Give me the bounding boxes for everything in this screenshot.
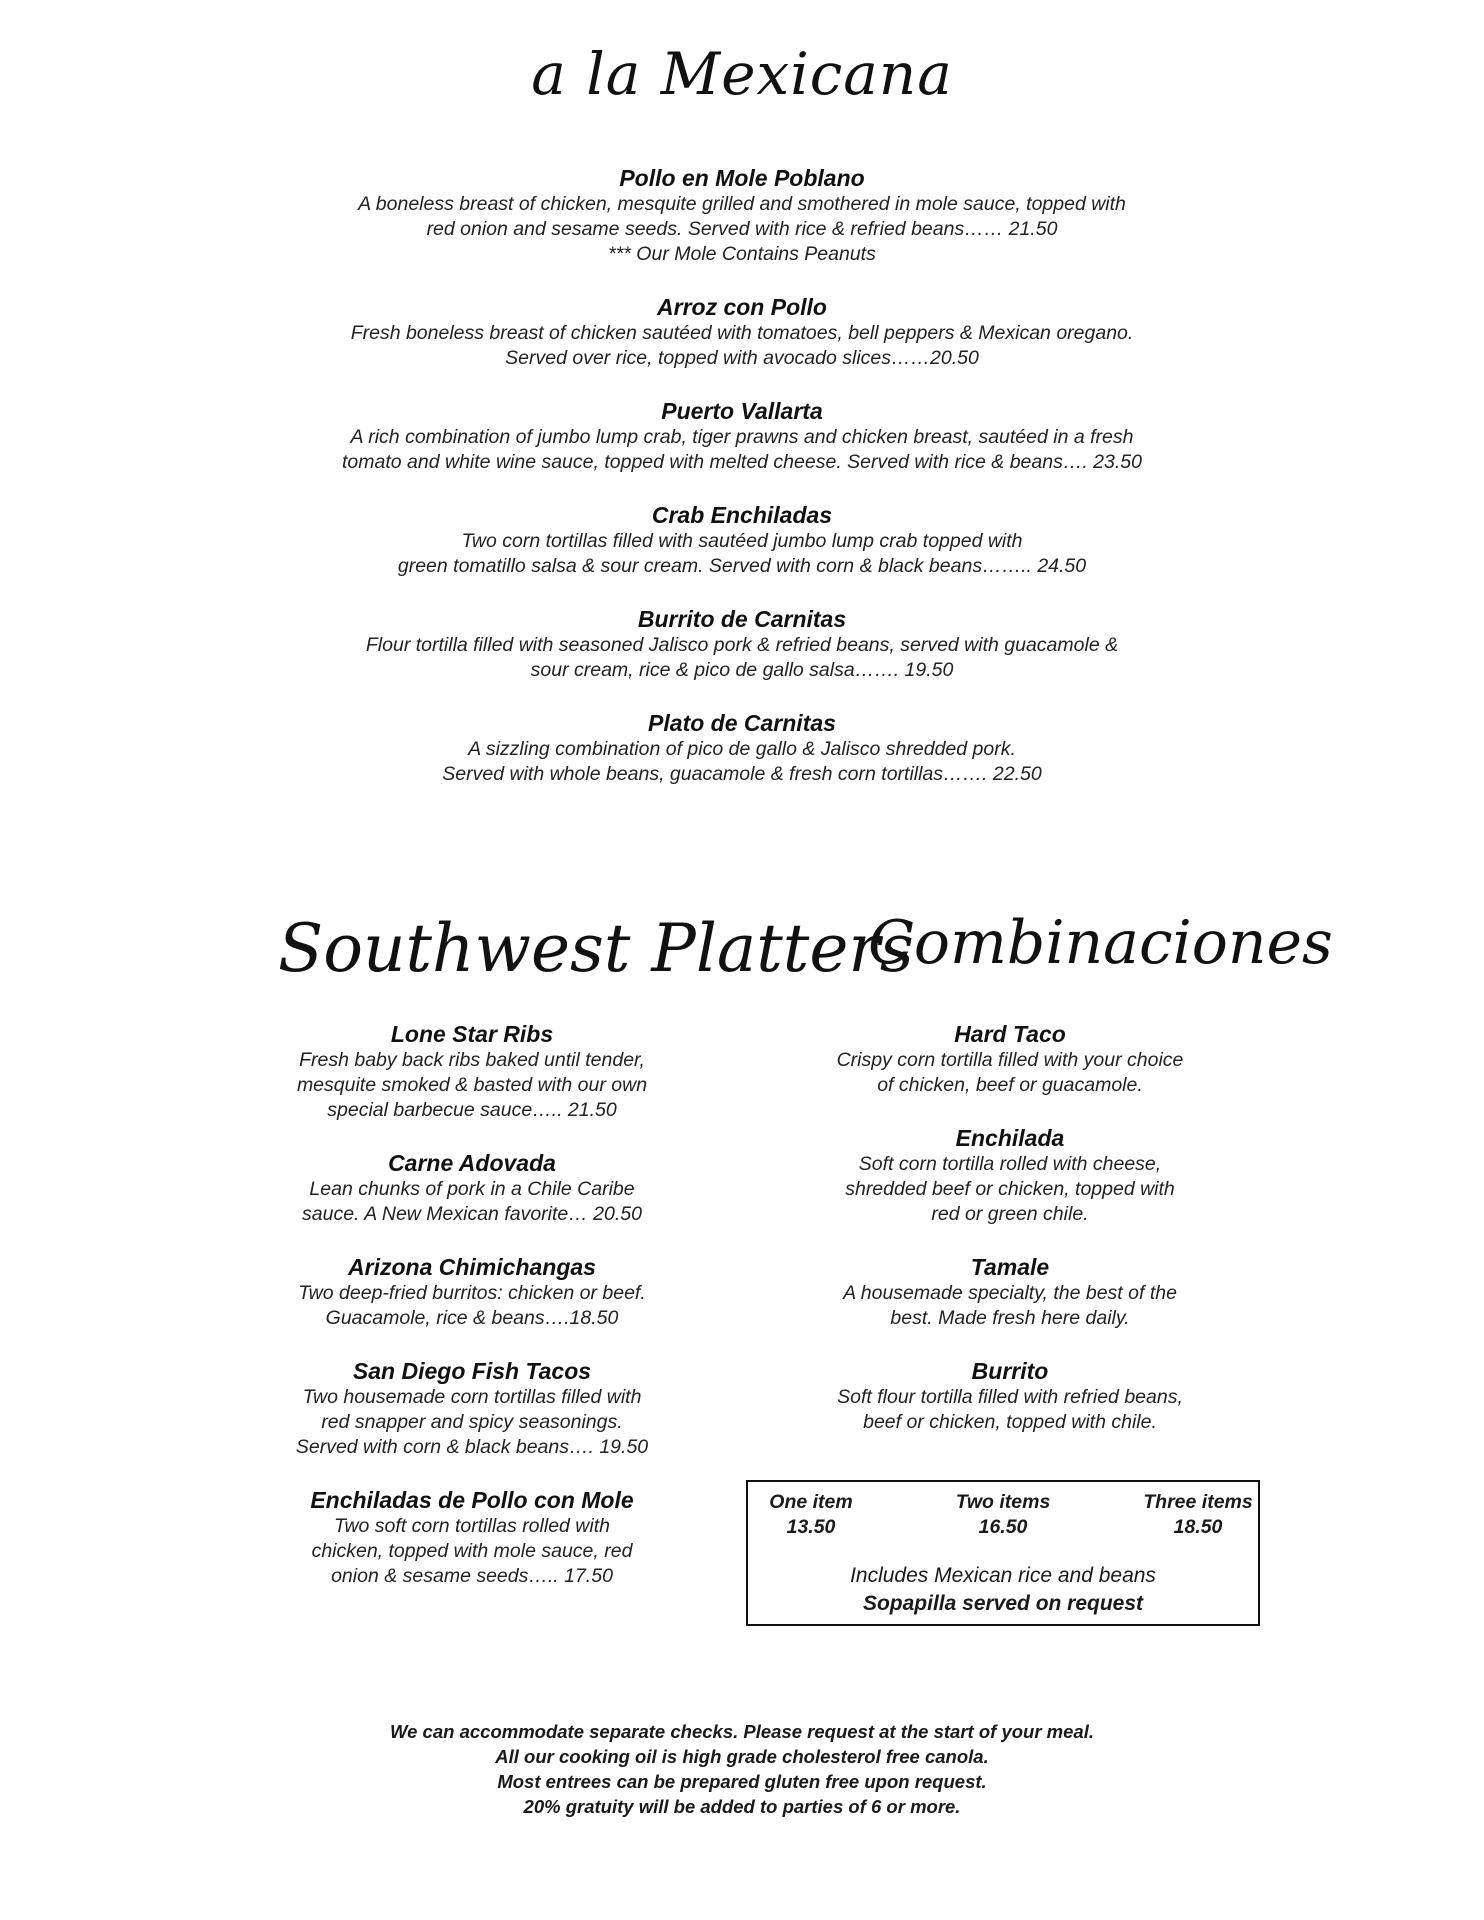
footer-line: We can accommodate separate checks. Please request at the start of your meal. [390,1721,1094,1742]
dish-description: Crispy corn tortilla filled with your choice [836,1049,1184,1071]
price-tier-two-items [938,1490,1068,1540]
dish-description: Soft flour tortilla filled with refried beans, [837,1386,1183,1408]
dish-name: Puerto Vallarta [661,398,823,424]
dish-description: of chicken, beef or guacamole. [877,1074,1143,1096]
menu-item [262,1020,682,1123]
dish-description: red or green chile. [931,1203,1089,1225]
price-tier-label: Three items [1143,1491,1253,1513]
dish-description: Two housemade corn tortillas filled with [302,1386,642,1408]
dish-description: A rich combination of jumbo lump crab, tiger prawns and chicken breast, sautéed in a fresh [350,426,1134,448]
section-title-southwest-platters: Southwest Platters [278,910,914,987]
dish-name: Arizona Chimichangas [348,1254,596,1280]
dish-description: onion & sesame seeds….. 17.50 [331,1565,613,1587]
dish-name: Enchilada [955,1125,1065,1151]
sopapilla-text: Sopapilla served on request [862,1592,1144,1615]
dish-name: Burrito de Carnitas [637,606,847,632]
dish-description: sour cream, rice & pico de gallo salsa……. 19.50 [530,659,954,681]
includes-text: Includes Mexican rice and beans [850,1564,1156,1587]
price-tier-label: One item [769,1491,853,1513]
menu-item [800,1253,1220,1331]
dish-description: Served with corn & black beans…. 19.50 [295,1436,649,1458]
dish-description: best. Made fresh here daily. [890,1307,1130,1329]
dish-description: red onion and sesame seeds. Served with rice & refried beans…… 21.50 [426,218,1058,240]
price-tier-label: Two items [955,1491,1051,1513]
price-tier-three-items [1140,1490,1256,1540]
dish-description: beef or chicken, topped with chile. [863,1411,1157,1433]
footer-line: All our cooking oil is high grade cholesterol free canola. [495,1746,989,1767]
dish-description: red snapper and spicy seasonings. [321,1411,623,1433]
dish-name: Hard Taco [954,1021,1066,1047]
price-tier-price: 13.50 [786,1516,836,1538]
dish-description: sauce. A New Mexican favorite… 20.50 [302,1203,642,1225]
dish-description: A boneless breast of chicken, mesquite grilled and smothered in mole sauce, topped with [358,193,1126,215]
dish-name: San Diego Fish Tacos [352,1358,592,1384]
dish-description: special barbecue sauce….. 21.50 [327,1099,617,1121]
dish-name: Pollo en Mole Poblano [619,165,865,191]
footer-notes [0,1719,1484,1819]
footer-line: 20% gratuity will be added to parties of 6 or more. [523,1796,961,1817]
dish-description: mesquite smoked & basted with our own [296,1074,648,1096]
combination-pricing-box [746,1480,1260,1626]
combination-includes-note [748,1562,1258,1618]
dish-description: shredded beef or chicken, topped with [845,1178,1175,1200]
dish-description: Guacamole, rice & beans….18.50 [325,1307,619,1329]
dish-description: Fresh boneless breast of chicken sautéed with tomatoes, bell peppers & Mexican oregano. [350,322,1134,344]
dish-description: chicken, topped with mole sauce, red [311,1540,633,1562]
dish-description: Served with whole beans, guacamole & fresh corn tortillas……. 22.50 [442,763,1042,785]
dish-description: Two corn tortillas filled with sautéed jumbo lump crab topped with [461,530,1023,552]
southwest-platters-section [262,1020,682,1615]
dish-description: Served over rice, topped with avocado slices……20.50 [505,347,979,369]
menu-item [242,397,1242,475]
menu-item [800,1357,1220,1435]
menu-item [242,164,1242,267]
price-tier-price: 18.50 [1173,1516,1223,1538]
allergen-note: *** Our Mole Contains Peanuts [608,243,876,265]
dish-description: A sizzling combination of pico de gallo & Jalisco shredded pork. [468,738,1016,760]
menu-item [242,605,1242,683]
menu-item [242,501,1242,579]
menu-item [262,1486,682,1589]
dish-description: Two deep-fried burritos: chicken or beef. [298,1282,646,1304]
dish-description: Two soft corn tortillas rolled with [334,1515,610,1537]
combinaciones-section [800,1020,1220,1461]
menu-item [242,709,1242,787]
dish-name: Burrito [971,1358,1049,1384]
dish-name: Arroz con Pollo [657,294,827,320]
menu-item [262,1357,682,1460]
dish-name: Plato de Carnitas [648,710,836,736]
dish-description: A housemade specialty, the best of the [843,1282,1177,1304]
menu-item [800,1124,1220,1227]
menu-item [242,293,1242,371]
dish-name: Crab Enchiladas [651,502,833,528]
dish-description: green tomatillo salsa & sour cream. Served with corn & black beans…….. 24.50 [397,555,1087,577]
dish-name: Lone Star Ribs [390,1021,554,1047]
dish-description: Lean chunks of pork in a Chile Caribe [309,1178,635,1200]
mexicana-menu-section [242,164,1242,813]
menu-item [800,1020,1220,1098]
dish-description: Fresh baby back ribs baked until tender, [299,1049,645,1071]
price-tier-one-item [756,1490,866,1540]
menu-item [262,1253,682,1331]
price-tier-price: 16.50 [978,1516,1028,1538]
dish-description: Flour tortilla filled with seasoned Jalisco pork & refried beans, served with guacamole & [365,634,1119,656]
dish-name: Carne Adovada [388,1150,556,1176]
dish-name: Tamale [970,1254,1050,1280]
section-title-mexicana: a la Mexicana [531,40,953,108]
dish-name: Enchiladas de Pollo con Mole [310,1487,634,1513]
section-title-combinaciones: Combinaciones [868,908,1333,978]
menu-item [262,1149,682,1227]
dish-description: tomato and white wine sauce, topped with melted cheese. Served with rice & beans…. 23.50 [342,451,1142,473]
dish-description: Soft corn tortilla rolled with cheese, [858,1153,1162,1175]
footer-line: Most entrees can be prepared gluten free upon request. [497,1771,987,1792]
